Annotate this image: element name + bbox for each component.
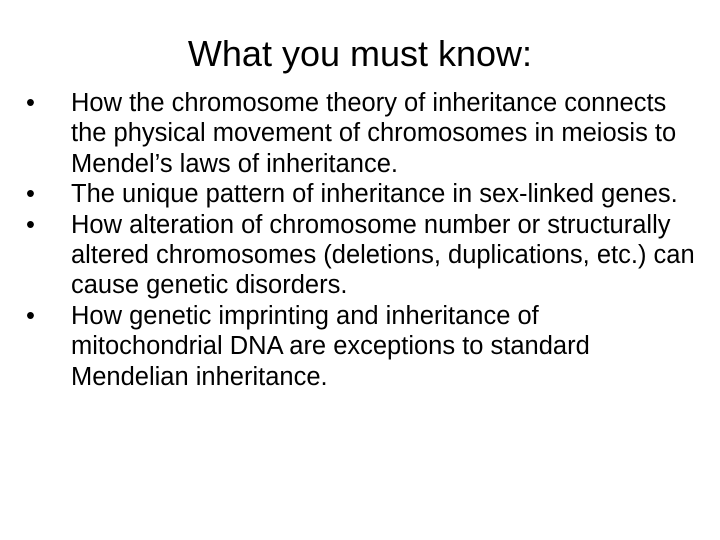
bullet-text: The unique pattern of inheritance in sex-linked genes. bbox=[71, 180, 678, 209]
bullet-item bbox=[26, 210, 696, 301]
bullet-dot-icon: • bbox=[26, 89, 35, 117]
bullet-item bbox=[26, 88, 696, 179]
bullet-dot-icon: • bbox=[26, 210, 35, 239]
bullet-list bbox=[26, 88, 696, 392]
bullet-dot-icon: • bbox=[26, 180, 35, 209]
bullet-text: How the chromosome theory of inheritance connects the physical movement of chromosomes in meiosis to Mendel’s laws of inheritance. bbox=[71, 89, 677, 178]
bullet-item bbox=[26, 179, 696, 209]
bullet-dot-icon: • bbox=[26, 301, 35, 330]
bullet-item bbox=[26, 301, 696, 392]
slide-title: What you must know: bbox=[187, 33, 533, 74]
bullet-text: How alteration of chromosome number or structurally altered chromosomes (deletions, duplications, etc.) can cause genetic disorders. bbox=[71, 210, 695, 300]
bullet-text: How genetic imprinting and inheritance of mitochondrial DNA are exceptions to standard Mendelian inheritance. bbox=[71, 301, 590, 391]
